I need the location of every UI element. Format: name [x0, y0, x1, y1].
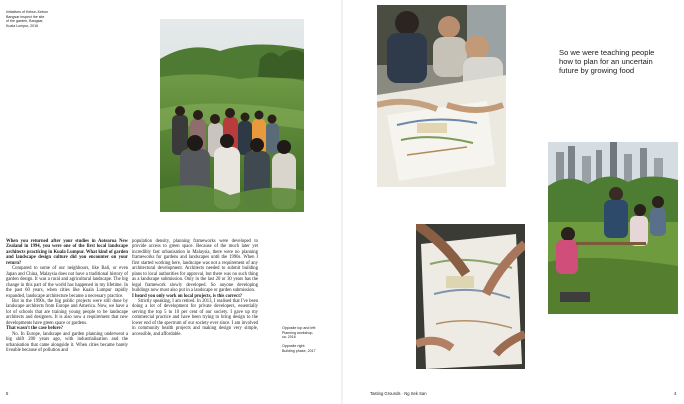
interview-question: When you returned after your studies in Aotearoa New Zealand in 1994, you were one of the first local landscape architects practicing in Kuala Lumpur. What kind of garden and landscape design culture did you encounter on your return? — [6, 239, 128, 266]
planning-workshop-photo — [377, 5, 506, 187]
page-number-right: 4 — [674, 391, 677, 396]
interview-answer: population density, planning frameworks were developed to provide access to green space. Because of the much later yet incredibly fast urbanisation in Malaysia, there were no planning frameworks for gardens and landscapes until the 1990s. When I first started working here, landscape was not a requirement of any architectural development. Architects needed to submit building plans to local authorities for approval, but there was no such thing as a landscape submission. Only in the last 20 or 30 years has the legal framework slowly developed. So anyone developing buildings now must also put in a landscape or garden submission. — [132, 239, 258, 294]
interview-answer: Strictly speaking, I am retired. In 2013, I realised that I've been doing a lot of development for private developers, essentially serving the top 5 to 10 per cent of our society. I gave up my commercial practice and have been trying to bring design to the lower end of the spectrum of our society ever since. I am involved in community health projects and making design very simple, accessible, and affordable. — [132, 298, 258, 337]
photo-caption: Initiatives of Kebun-Kebun Bangsar inspect the site of the garden, Bangsar, Kuala Lumpur, 2016 — [6, 10, 48, 28]
site-inspection-photo — [160, 19, 304, 212]
photo-credits-caption: Opposite top and left: Planning workshop, ca. 2016 Opposite right: Building phase, 2017 — [282, 326, 317, 353]
running-head: Tasting Grounds · Ng Sek San — [370, 391, 427, 396]
interview-answer: No. In Europe, landscape and garden planning underwent a big shift 200 years ago, with industrialisation and the urbanisation that came alongside it. When cities became barely liveable because of pollution and — [6, 331, 128, 354]
hands-on-plans-photo — [416, 224, 525, 369]
article-column-2 — [132, 239, 258, 337]
interview-question: I heard you only work on local projects, is this correct? — [132, 293, 243, 299]
article-column-1 — [6, 239, 128, 354]
interview-answer: But in the 1990s, the big public projects were still done by landscape architects from Europe and America. Now, we have a lot of schools that are training young people to be landscape architects and designers. It is also now a requirement that new developments have green space or gardens. — [6, 298, 128, 326]
spine-gutter — [341, 0, 343, 404]
interview-answer: Compared to some of our neighbours, like Bali, or even Japan and China, Malaysia does not have a traditional history of garden design. It was a rural and agricultural landscape. The big change in this part of the world has happened in my lifetime. In the past 60 years, when cities like Kuala Lumpur rapidly expanded, landscape architecture became a necessary practice. — [6, 266, 128, 299]
interview-question: That wasn't the case before? — [6, 326, 63, 332]
page-number-left: 5 — [6, 391, 9, 396]
building-phase-photo — [548, 142, 678, 314]
pull-quote: So we were teaching people how to plan for an uncertain future by growing food — [559, 48, 655, 76]
